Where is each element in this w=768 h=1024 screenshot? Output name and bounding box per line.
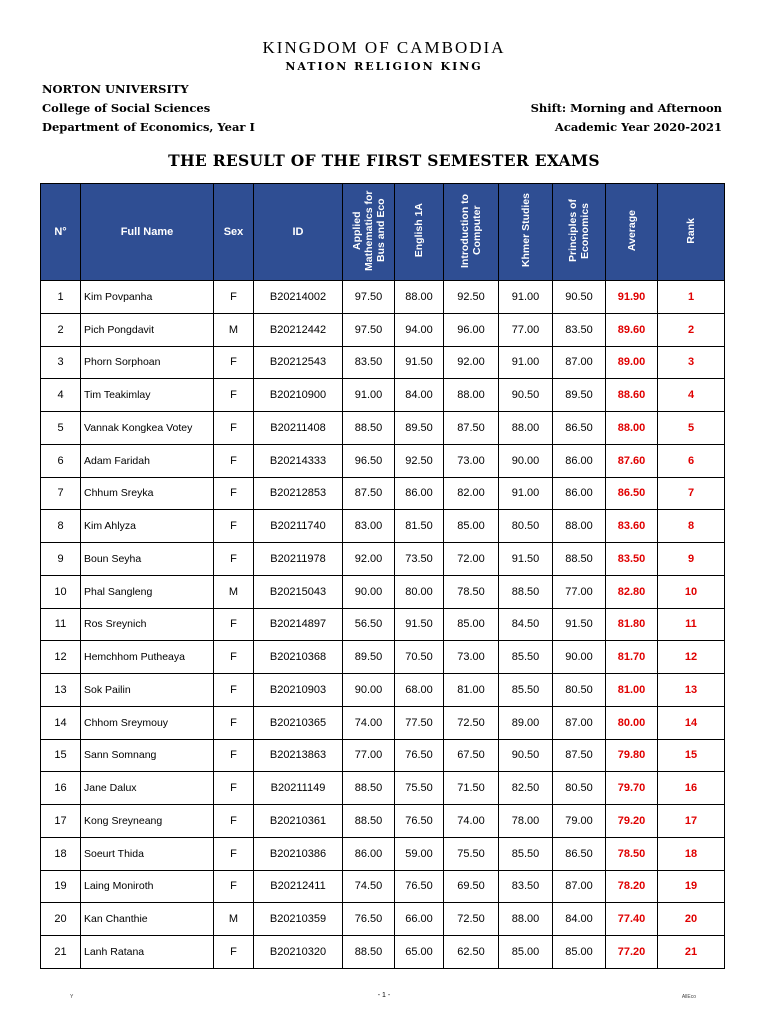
score-economics: 86.00 xyxy=(553,477,606,510)
score-intro-computer: 85.00 xyxy=(444,608,499,641)
score-economics: 80.50 xyxy=(553,772,606,805)
score-intro-computer: 62.50 xyxy=(444,936,499,969)
rank: 10 xyxy=(658,575,725,608)
average-score: 83.60 xyxy=(606,510,658,543)
average-score: 88.00 xyxy=(606,412,658,445)
student-name: Laing Moniroth xyxy=(81,870,214,903)
student-name: Phal Sangleng xyxy=(81,575,214,608)
rank: 7 xyxy=(658,477,725,510)
score-economics: 87.50 xyxy=(553,739,606,772)
footer-left-note: Y xyxy=(70,994,74,1000)
row-number: 14 xyxy=(41,706,81,739)
student-sex: F xyxy=(214,706,254,739)
average-score: 79.80 xyxy=(606,739,658,772)
table-row xyxy=(41,412,725,445)
student-sex: M xyxy=(214,575,254,608)
student-sex: F xyxy=(214,510,254,543)
institution-block xyxy=(42,80,255,137)
col-header-sex: Sex xyxy=(214,184,254,281)
student-name: Kong Sreyneang xyxy=(81,805,214,838)
table-row xyxy=(41,608,725,641)
col-header-average-label: Average xyxy=(625,209,638,252)
score-khmer-studies: 85.50 xyxy=(499,674,553,707)
average-score: 78.20 xyxy=(606,870,658,903)
student-id: B20214333 xyxy=(254,444,343,477)
score-khmer-studies: 83.50 xyxy=(499,870,553,903)
score-english: 91.50 xyxy=(395,346,444,379)
rank: 18 xyxy=(658,837,725,870)
score-economics: 87.00 xyxy=(553,346,606,379)
score-english: 81.50 xyxy=(395,510,444,543)
student-id: B20210361 xyxy=(254,805,343,838)
score-english: 94.00 xyxy=(395,313,444,346)
row-number: 1 xyxy=(41,281,81,314)
national-motto: NATION RELIGION KING xyxy=(285,60,483,73)
table-header-row xyxy=(41,184,725,281)
student-id: B20211149 xyxy=(254,772,343,805)
score-intro-computer: 73.00 xyxy=(444,444,499,477)
col-header-average xyxy=(606,184,658,281)
score-intro-computer: 82.00 xyxy=(444,477,499,510)
score-khmer-studies: 89.00 xyxy=(499,706,553,739)
average-score: 78.50 xyxy=(606,837,658,870)
table-row xyxy=(41,477,725,510)
session-block xyxy=(531,99,722,137)
results-table-body xyxy=(41,281,725,969)
student-id: B20210365 xyxy=(254,706,343,739)
average-score: 89.00 xyxy=(606,346,658,379)
score-economics: 87.00 xyxy=(553,706,606,739)
score-khmer-studies: 91.00 xyxy=(499,477,553,510)
document-title: THE RESULT OF THE FIRST SEMESTER EXAMS xyxy=(168,151,600,170)
average-score: 83.50 xyxy=(606,543,658,576)
student-name: Vannak Kongkea Votey xyxy=(81,412,214,445)
rank: 20 xyxy=(658,903,725,936)
score-intro-computer: 72.50 xyxy=(444,706,499,739)
student-sex: M xyxy=(214,313,254,346)
score-applied-math: 76.50 xyxy=(343,903,395,936)
score-economics: 86.50 xyxy=(553,412,606,445)
score-intro-computer: 72.00 xyxy=(444,543,499,576)
table-row xyxy=(41,575,725,608)
college-name: College of Social Sciences xyxy=(42,101,211,115)
student-id: B20214002 xyxy=(254,281,343,314)
student-sex: F xyxy=(214,641,254,674)
table-row xyxy=(41,837,725,870)
row-number: 7 xyxy=(41,477,81,510)
student-sex: F xyxy=(214,543,254,576)
score-khmer-studies: 85.50 xyxy=(499,641,553,674)
score-english: 76.50 xyxy=(395,739,444,772)
row-number: 8 xyxy=(41,510,81,543)
score-economics: 87.00 xyxy=(553,870,606,903)
score-applied-math: 74.00 xyxy=(343,706,395,739)
rank: 8 xyxy=(658,510,725,543)
score-khmer-studies: 90.50 xyxy=(499,739,553,772)
col-header-rank-label: Rank xyxy=(685,217,697,244)
score-intro-computer: 96.00 xyxy=(444,313,499,346)
score-intro-computer: 69.50 xyxy=(444,870,499,903)
average-score: 88.60 xyxy=(606,379,658,412)
average-score: 91.90 xyxy=(606,281,658,314)
score-applied-math: 90.00 xyxy=(343,674,395,707)
score-applied-math: 90.00 xyxy=(343,575,395,608)
row-number: 11 xyxy=(41,608,81,641)
rank: 13 xyxy=(658,674,725,707)
student-name: Sann Somnang xyxy=(81,739,214,772)
kingdom-heading: KINGDOM OF CAMBODIA xyxy=(262,38,506,57)
score-english: 92.50 xyxy=(395,444,444,477)
score-economics: 85.00 xyxy=(553,936,606,969)
student-name: Phorn Sorphoan xyxy=(81,346,214,379)
score-economics: 86.00 xyxy=(553,444,606,477)
score-intro-computer: 92.50 xyxy=(444,281,499,314)
col-header-applied-math xyxy=(343,184,395,281)
student-name: Kim Povpanha xyxy=(81,281,214,314)
row-number: 18 xyxy=(41,837,81,870)
student-sex: F xyxy=(214,936,254,969)
row-number: 15 xyxy=(41,739,81,772)
score-economics: 88.50 xyxy=(553,543,606,576)
score-economics: 91.50 xyxy=(553,608,606,641)
rank: 6 xyxy=(658,444,725,477)
table-row xyxy=(41,281,725,314)
rank: 12 xyxy=(658,641,725,674)
score-english: 89.50 xyxy=(395,412,444,445)
score-english: 76.50 xyxy=(395,805,444,838)
score-applied-math: 97.50 xyxy=(343,313,395,346)
score-intro-computer: 92.00 xyxy=(444,346,499,379)
rank: 4 xyxy=(658,379,725,412)
score-khmer-studies: 84.50 xyxy=(499,608,553,641)
table-row xyxy=(41,870,725,903)
score-applied-math: 74.50 xyxy=(343,870,395,903)
score-english: 73.50 xyxy=(395,543,444,576)
score-english: 68.00 xyxy=(395,674,444,707)
rank: 21 xyxy=(658,936,725,969)
score-khmer-studies: 88.50 xyxy=(499,575,553,608)
score-economics: 77.00 xyxy=(553,575,606,608)
score-applied-math: 96.50 xyxy=(343,444,395,477)
score-intro-computer: 88.00 xyxy=(444,379,499,412)
score-economics: 80.50 xyxy=(553,674,606,707)
student-name: Jane Dalux xyxy=(81,772,214,805)
score-english: 76.50 xyxy=(395,870,444,903)
student-id: B20214897 xyxy=(254,608,343,641)
average-score: 87.60 xyxy=(606,444,658,477)
col-header-english-label: English 1A xyxy=(413,203,425,258)
student-name: Kan Chanthie xyxy=(81,903,214,936)
student-id: B20211740 xyxy=(254,510,343,543)
row-number: 6 xyxy=(41,444,81,477)
student-id: B20210903 xyxy=(254,674,343,707)
table-row xyxy=(41,510,725,543)
average-score: 79.20 xyxy=(606,805,658,838)
score-khmer-studies: 78.00 xyxy=(499,805,553,838)
score-khmer-studies: 85.50 xyxy=(499,837,553,870)
score-intro-computer: 67.50 xyxy=(444,739,499,772)
student-sex: F xyxy=(214,379,254,412)
rank: 17 xyxy=(658,805,725,838)
rank: 15 xyxy=(658,739,725,772)
score-intro-computer: 78.50 xyxy=(444,575,499,608)
score-intro-computer: 74.00 xyxy=(444,805,499,838)
score-english: 59.00 xyxy=(395,837,444,870)
row-number: 5 xyxy=(41,412,81,445)
student-sex: F xyxy=(214,772,254,805)
col-header-english xyxy=(395,184,444,281)
average-score: 89.60 xyxy=(606,313,658,346)
score-khmer-studies: 88.00 xyxy=(499,903,553,936)
row-number: 20 xyxy=(41,903,81,936)
student-name: Kim Ahlyza xyxy=(81,510,214,543)
score-applied-math: 97.50 xyxy=(343,281,395,314)
student-sex: F xyxy=(214,281,254,314)
table-row xyxy=(41,444,725,477)
average-score: 81.00 xyxy=(606,674,658,707)
rank: 9 xyxy=(658,543,725,576)
rank: 11 xyxy=(658,608,725,641)
score-english: 86.00 xyxy=(395,477,444,510)
score-intro-computer: 72.50 xyxy=(444,903,499,936)
student-name: Boun Seyha xyxy=(81,543,214,576)
student-sex: M xyxy=(214,903,254,936)
col-header-id: ID xyxy=(254,184,343,281)
score-applied-math: 83.50 xyxy=(343,346,395,379)
col-header-economics-label: Principles of Economics xyxy=(567,199,591,263)
rank: 5 xyxy=(658,412,725,445)
student-name: Ros Sreynich xyxy=(81,608,214,641)
col-header-intro-computer xyxy=(444,184,499,281)
score-english: 77.50 xyxy=(395,706,444,739)
department-name: Department of Economics, Year I xyxy=(42,120,255,134)
student-name: Chhom Sreymouy xyxy=(81,706,214,739)
average-score: 81.70 xyxy=(606,641,658,674)
student-name: Lanh Ratana xyxy=(81,936,214,969)
score-english: 65.00 xyxy=(395,936,444,969)
score-economics: 84.00 xyxy=(553,903,606,936)
table-row xyxy=(41,739,725,772)
student-name: Pich Pongdavit xyxy=(81,313,214,346)
score-economics: 86.50 xyxy=(553,837,606,870)
average-score: 79.70 xyxy=(606,772,658,805)
academic-year-label: Academic Year 2020-2021 xyxy=(554,120,722,134)
student-id: B20212442 xyxy=(254,313,343,346)
student-sex: F xyxy=(214,608,254,641)
table-row xyxy=(41,379,725,412)
student-id: B20210320 xyxy=(254,936,343,969)
score-khmer-studies: 91.00 xyxy=(499,281,553,314)
table-row xyxy=(41,543,725,576)
student-id: B20210368 xyxy=(254,641,343,674)
score-intro-computer: 87.50 xyxy=(444,412,499,445)
student-id: B20215043 xyxy=(254,575,343,608)
score-english: 84.00 xyxy=(395,379,444,412)
rank: 2 xyxy=(658,313,725,346)
row-number: 10 xyxy=(41,575,81,608)
results-table xyxy=(40,183,725,969)
student-id: B20212853 xyxy=(254,477,343,510)
score-english: 80.00 xyxy=(395,575,444,608)
score-intro-computer: 81.00 xyxy=(444,674,499,707)
student-sex: F xyxy=(214,346,254,379)
score-applied-math: 88.50 xyxy=(343,936,395,969)
student-name: Sok Pailin xyxy=(81,674,214,707)
col-header-economics xyxy=(553,184,606,281)
row-number: 3 xyxy=(41,346,81,379)
row-number: 16 xyxy=(41,772,81,805)
row-number: 4 xyxy=(41,379,81,412)
rank: 14 xyxy=(658,706,725,739)
score-applied-math: 83.00 xyxy=(343,510,395,543)
score-economics: 90.50 xyxy=(553,281,606,314)
score-economics: 88.00 xyxy=(553,510,606,543)
score-intro-computer: 85.00 xyxy=(444,510,499,543)
student-sex: F xyxy=(214,412,254,445)
score-applied-math: 88.50 xyxy=(343,805,395,838)
col-header-khmer-studies-label: Khmer Studies xyxy=(519,193,532,268)
average-score: 80.00 xyxy=(606,706,658,739)
table-row xyxy=(41,805,725,838)
col-header-rank xyxy=(658,184,725,281)
table-row xyxy=(41,346,725,379)
score-intro-computer: 73.00 xyxy=(444,641,499,674)
row-number: 13 xyxy=(41,674,81,707)
student-name: Adam Faridah xyxy=(81,444,214,477)
score-economics: 89.50 xyxy=(553,379,606,412)
student-id: B20210359 xyxy=(254,903,343,936)
score-english: 66.00 xyxy=(395,903,444,936)
score-economics: 79.00 xyxy=(553,805,606,838)
student-id: B20211978 xyxy=(254,543,343,576)
student-name: Chhum Sreyka xyxy=(81,477,214,510)
score-english: 91.50 xyxy=(395,608,444,641)
student-id: B20210900 xyxy=(254,379,343,412)
average-score: 77.40 xyxy=(606,903,658,936)
score-applied-math: 56.50 xyxy=(343,608,395,641)
page-number: - 1 - xyxy=(377,992,391,999)
score-economics: 90.00 xyxy=(553,641,606,674)
score-khmer-studies: 90.00 xyxy=(499,444,553,477)
score-khmer-studies: 91.50 xyxy=(499,543,553,576)
score-applied-math: 92.00 xyxy=(343,543,395,576)
score-khmer-studies: 90.50 xyxy=(499,379,553,412)
student-id: B20210386 xyxy=(254,837,343,870)
average-score: 82.80 xyxy=(606,575,658,608)
score-khmer-studies: 82.50 xyxy=(499,772,553,805)
student-sex: F xyxy=(214,837,254,870)
average-score: 77.20 xyxy=(606,936,658,969)
table-row xyxy=(41,641,725,674)
shift-label: Shift: Morning and Afternoon xyxy=(530,101,722,115)
score-applied-math: 77.00 xyxy=(343,739,395,772)
average-score: 86.50 xyxy=(606,477,658,510)
col-header-applied-math-label: Applied Mathematics for Bus and Eco xyxy=(350,190,387,271)
score-applied-math: 88.50 xyxy=(343,412,395,445)
score-khmer-studies: 91.00 xyxy=(499,346,553,379)
score-khmer-studies: 88.00 xyxy=(499,412,553,445)
student-sex: F xyxy=(214,739,254,772)
score-english: 75.50 xyxy=(395,772,444,805)
table-row xyxy=(41,936,725,969)
student-name: Tim Teakimlay xyxy=(81,379,214,412)
student-sex: F xyxy=(214,805,254,838)
score-intro-computer: 75.50 xyxy=(444,837,499,870)
score-applied-math: 88.50 xyxy=(343,772,395,805)
table-row xyxy=(41,674,725,707)
student-id: B20212543 xyxy=(254,346,343,379)
score-economics: 83.50 xyxy=(553,313,606,346)
col-header-full-name: Full Name xyxy=(81,184,214,281)
rank: 16 xyxy=(658,772,725,805)
row-number: 9 xyxy=(41,543,81,576)
score-khmer-studies: 80.50 xyxy=(499,510,553,543)
university-name: NORTON UNIVERSITY xyxy=(42,82,189,96)
score-intro-computer: 71.50 xyxy=(444,772,499,805)
student-name: Hemchhom Putheaya xyxy=(81,641,214,674)
score-applied-math: 89.50 xyxy=(343,641,395,674)
average-score: 81.80 xyxy=(606,608,658,641)
table-row xyxy=(41,313,725,346)
student-sex: F xyxy=(214,674,254,707)
rank: 19 xyxy=(658,870,725,903)
row-number: 2 xyxy=(41,313,81,346)
rank: 1 xyxy=(658,281,725,314)
rank: 3 xyxy=(658,346,725,379)
score-applied-math: 86.00 xyxy=(343,837,395,870)
score-applied-math: 87.50 xyxy=(343,477,395,510)
row-number: 12 xyxy=(41,641,81,674)
table-row xyxy=(41,772,725,805)
table-row xyxy=(41,706,725,739)
student-id: B20212411 xyxy=(254,870,343,903)
score-applied-math: 91.00 xyxy=(343,379,395,412)
student-name: Soeurt Thida xyxy=(81,837,214,870)
student-id: B20211408 xyxy=(254,412,343,445)
row-number: 19 xyxy=(41,870,81,903)
row-number: 21 xyxy=(41,936,81,969)
footer-right-note: AllEco xyxy=(681,994,696,1000)
col-header-intro-computer-label: Introduction to Computer xyxy=(459,193,483,268)
score-english: 70.50 xyxy=(395,641,444,674)
col-header-khmer-studies xyxy=(499,184,553,281)
student-sex: F xyxy=(214,477,254,510)
row-number: 17 xyxy=(41,805,81,838)
score-khmer-studies: 85.00 xyxy=(499,936,553,969)
student-sex: F xyxy=(214,444,254,477)
col-header-number: N° xyxy=(41,184,81,281)
score-english: 88.00 xyxy=(395,281,444,314)
student-id: B20213863 xyxy=(254,739,343,772)
table-row xyxy=(41,903,725,936)
score-khmer-studies: 77.00 xyxy=(499,313,553,346)
student-sex: F xyxy=(214,870,254,903)
